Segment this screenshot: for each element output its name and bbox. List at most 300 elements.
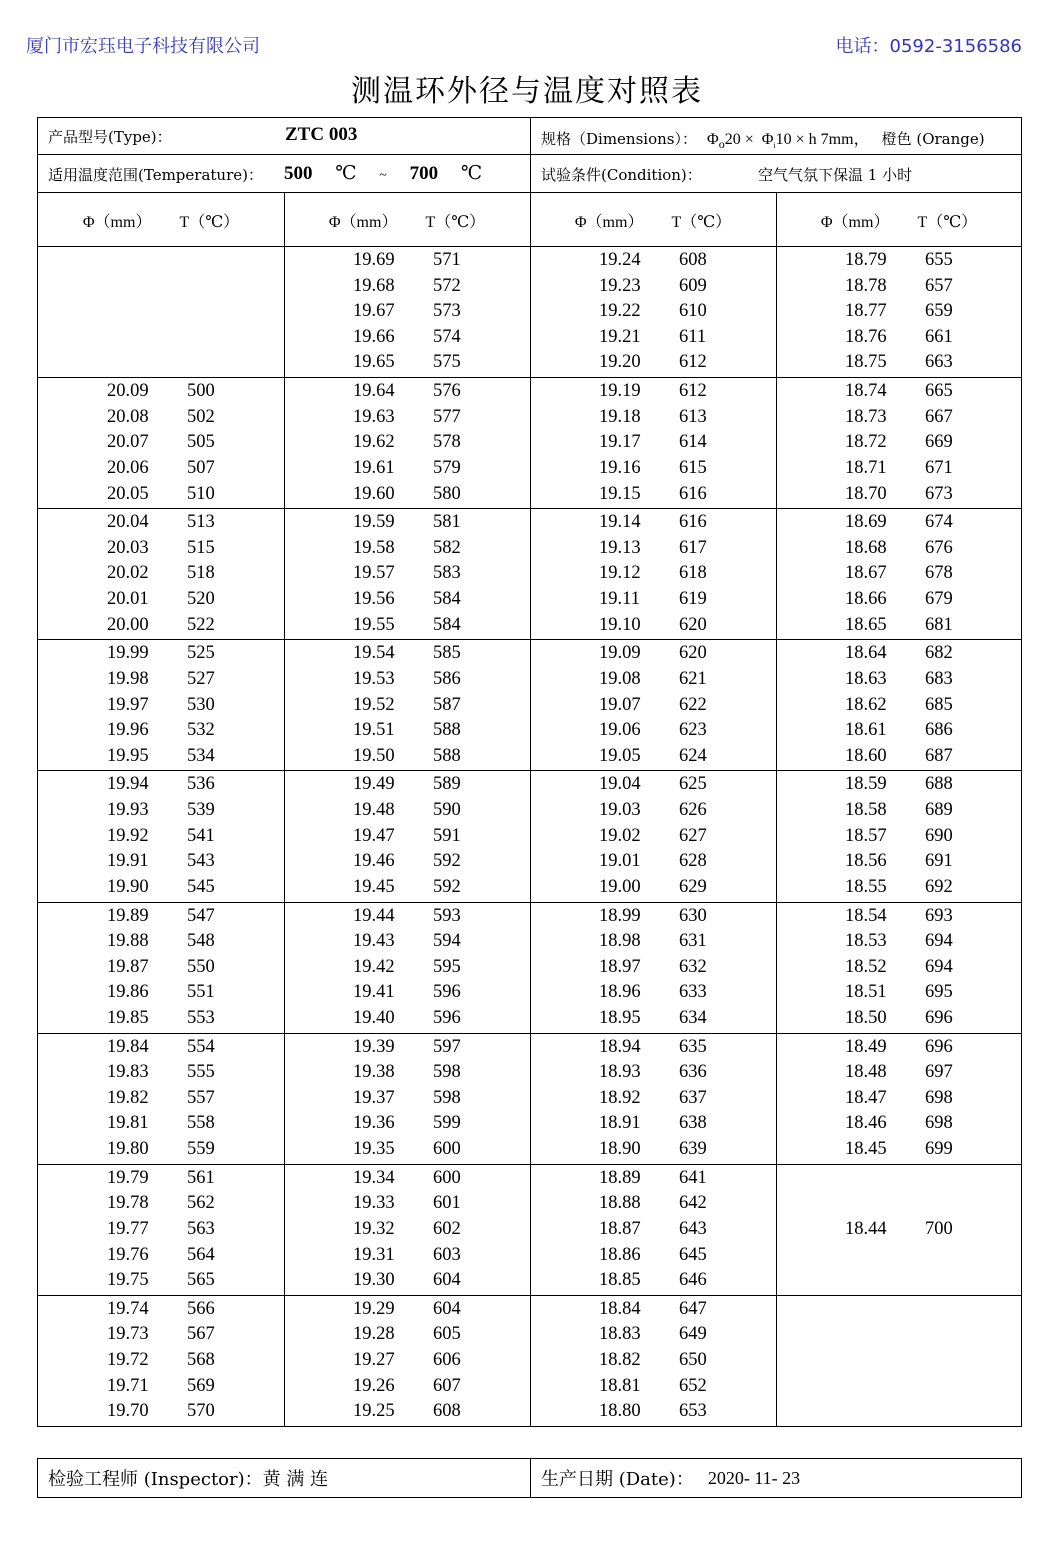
- temperature-value: 582: [433, 537, 461, 558]
- temp-header: T（℃）: [179, 213, 240, 231]
- table-row: [38, 1245, 284, 1271]
- temperature-value: 700: [925, 1218, 953, 1239]
- diameter-value: 19.33: [353, 1193, 395, 1214]
- table-row: [284, 563, 530, 589]
- temp-min: 500: [284, 163, 313, 184]
- temperature-value: 541: [187, 825, 215, 846]
- table-row: [530, 669, 776, 695]
- temperature-value: 598: [433, 1087, 461, 1108]
- diameter-value: 19.49: [353, 774, 395, 795]
- diameter-value: 19.39: [353, 1036, 395, 1057]
- phi-header: Φ（mm）: [328, 213, 398, 231]
- table-row: [38, 957, 284, 983]
- temperature-value: 520: [187, 589, 215, 609]
- diameter-value: 19.24: [599, 250, 641, 270]
- diameter-value: 19.85: [107, 1007, 149, 1028]
- diameter-value: 19.74: [107, 1298, 149, 1319]
- table-row: [776, 563, 1022, 589]
- temperature-value: 655: [925, 250, 953, 270]
- footer-table: [37, 1458, 1022, 1498]
- temperature-value: 698: [925, 1113, 953, 1134]
- diameter-value: 19.01: [599, 851, 641, 872]
- temperature-value: 586: [433, 668, 461, 689]
- temperature-value: 688: [925, 774, 953, 795]
- diameter-value: 19.70: [107, 1401, 149, 1422]
- diameter-value: 18.53: [845, 931, 887, 952]
- diameter-value: 19.54: [353, 643, 395, 664]
- condition-label: 试验条件(Condition)：: [541, 166, 702, 184]
- diameter-value: 19.42: [353, 956, 395, 977]
- temperature-value: 507: [187, 457, 215, 478]
- table-row: [38, 931, 284, 957]
- diameter-value: 19.40: [353, 1007, 395, 1028]
- temperature-value: 500: [187, 381, 215, 402]
- dimensions-label: 规格（Dimensions）：: [541, 130, 697, 148]
- temperature-value: 576: [433, 381, 461, 402]
- table-row: [38, 1299, 284, 1325]
- table-row: [284, 1113, 530, 1139]
- temperature-value: 585: [433, 643, 461, 664]
- temperature-value: 690: [925, 825, 953, 846]
- table-row: [284, 484, 530, 510]
- diameter-value: 19.55: [353, 614, 395, 635]
- diameter-value: 20.08: [107, 406, 149, 427]
- table-row: [284, 906, 530, 932]
- temperature-value: 568: [187, 1350, 215, 1370]
- inspector-name: 黄 满 连: [262, 1469, 329, 1490]
- diameter-value: 19.98: [107, 668, 149, 689]
- diameter-value: 19.29: [353, 1298, 395, 1319]
- table-row: [776, 669, 1022, 695]
- phi-header: Φ（mm）: [82, 213, 152, 231]
- table-row: [38, 1037, 284, 1063]
- temperature-value: 605: [433, 1324, 461, 1345]
- diameter-value: 18.48: [845, 1062, 887, 1083]
- diameter-value: 19.06: [599, 720, 641, 741]
- table-row: [776, 643, 1022, 669]
- table-row: [284, 720, 530, 746]
- temperature-value: 515: [187, 537, 215, 558]
- table-row: [284, 432, 530, 458]
- diameter-value: 19.03: [599, 800, 641, 820]
- table-row: [284, 589, 530, 615]
- table-row: [38, 1270, 284, 1296]
- temperature-value: 676: [925, 537, 953, 558]
- table-row: [530, 643, 776, 669]
- diameter-value: 18.71: [845, 457, 887, 478]
- diameter-value: 19.53: [353, 668, 395, 689]
- table-row: [530, 931, 776, 957]
- diameter-value: 19.12: [599, 563, 641, 584]
- table-row: [776, 720, 1022, 746]
- table-row: [530, 1062, 776, 1088]
- table-row: [530, 432, 776, 458]
- temperature-value: 565: [187, 1270, 215, 1291]
- temperature-value: 602: [433, 1218, 461, 1239]
- diameter-value: 19.48: [353, 800, 395, 820]
- temperature-value: 569: [187, 1375, 215, 1396]
- diameter-value: 19.38: [353, 1062, 395, 1083]
- table-row: [284, 1088, 530, 1114]
- temperature-value: 603: [433, 1244, 461, 1265]
- temperature-value: 699: [925, 1139, 953, 1159]
- temperature-value: 647: [679, 1298, 707, 1319]
- table-row: [776, 276, 1022, 302]
- table-row: [38, 669, 284, 695]
- table-row: [38, 1193, 284, 1219]
- diameter-value: 19.09: [599, 643, 641, 664]
- table-row: [284, 538, 530, 564]
- temperature-value: 682: [925, 643, 953, 664]
- temperature-value: 610: [679, 301, 707, 322]
- table-row: [530, 1245, 776, 1271]
- diameter-value: 18.54: [845, 905, 887, 926]
- temperature-value: 659: [925, 301, 953, 322]
- temperature-value: 612: [679, 352, 707, 373]
- temperature-value: 600: [433, 1139, 461, 1159]
- table-row: [530, 1270, 776, 1296]
- table-row: [776, 589, 1022, 615]
- table-row: [776, 327, 1022, 353]
- temperature-value: 638: [679, 1113, 707, 1134]
- inner-subscript: i: [773, 141, 776, 151]
- temperature-value: 689: [925, 800, 953, 820]
- temperature-value: 696: [925, 1036, 953, 1057]
- diameter-value: 18.81: [599, 1375, 641, 1396]
- table-row: [776, 877, 1022, 903]
- temperature-value: 683: [925, 668, 953, 689]
- temperature-value: 566: [187, 1298, 215, 1319]
- diameter-value: 18.66: [845, 589, 887, 609]
- temperature-value: 545: [187, 876, 215, 897]
- table-row: [776, 1270, 1022, 1296]
- table-row: [284, 957, 530, 983]
- temperature-value: 614: [679, 432, 707, 453]
- temperature-value: 681: [925, 614, 953, 635]
- temperature-value: 555: [187, 1062, 215, 1083]
- diameter-value: 20.07: [107, 432, 149, 453]
- date-value: 2020- 11- 23: [707, 1467, 801, 1488]
- temperature-value: 646: [679, 1270, 707, 1291]
- table-row: [38, 458, 284, 484]
- temperature-value: 639: [679, 1139, 707, 1159]
- table-row: [38, 432, 284, 458]
- temperature-value: 534: [187, 745, 215, 766]
- diameter-value: 19.69: [353, 250, 395, 270]
- temperature-value: 595: [433, 956, 461, 977]
- temperature-value: 561: [187, 1167, 215, 1188]
- temp-separator: ~: [379, 168, 387, 183]
- temperature-value: 678: [925, 563, 953, 584]
- temperature-value: 525: [187, 643, 215, 664]
- temperature-value: 567: [187, 1324, 215, 1345]
- temperature-value: 649: [679, 1324, 707, 1345]
- temperature-value: 653: [679, 1401, 707, 1422]
- temperature-value: 674: [925, 512, 953, 533]
- lookup-table: [37, 117, 1022, 1427]
- temperature-value: 697: [925, 1062, 953, 1083]
- diameter-value: 19.79: [107, 1167, 149, 1188]
- temperature-label: 适用温度范围(Temperature)：: [48, 166, 263, 184]
- temperature-value: 641: [679, 1167, 707, 1188]
- temperature-value: 624: [679, 745, 707, 766]
- inspector-label: 检验工程师 (Inspector)：: [48, 1469, 263, 1490]
- column-header-3: [530, 193, 776, 247]
- diameter-value: 18.67: [845, 563, 887, 584]
- table-row: [284, 1193, 530, 1219]
- diameter-value: 18.84: [599, 1298, 641, 1319]
- diameter-value: 18.44: [845, 1218, 887, 1239]
- temperature-value: 583: [433, 563, 461, 584]
- temperature-value: 581: [433, 512, 461, 533]
- temperature-value: 502: [187, 406, 215, 427]
- diameter-value: 19.20: [599, 352, 641, 373]
- table-row: [38, 982, 284, 1008]
- table-row: [284, 669, 530, 695]
- diameter-value: 18.64: [845, 643, 887, 664]
- table-row: [776, 800, 1022, 826]
- diameter-value: 19.68: [353, 275, 395, 296]
- diameter-value: 19.62: [353, 432, 395, 453]
- temperature-value: 669: [925, 432, 953, 453]
- temperature-value: 559: [187, 1139, 215, 1159]
- condition-value: 空气气氛下保温 1 小时: [758, 166, 913, 184]
- temperature-value: 584: [433, 614, 461, 635]
- temperature-value: 596: [433, 1007, 461, 1028]
- table-row: [776, 1062, 1022, 1088]
- table-row: [284, 1008, 530, 1034]
- temperature-value: 575: [433, 352, 461, 373]
- diameter-value: 19.05: [599, 745, 641, 766]
- table-row: [284, 931, 530, 957]
- condition-field: [541, 164, 702, 185]
- diameter-value: 19.65: [353, 352, 395, 373]
- table-row: [38, 484, 284, 510]
- diameter-value: 18.90: [599, 1139, 641, 1159]
- temperature-value: 557: [187, 1087, 215, 1108]
- temperature-value: 642: [679, 1193, 707, 1214]
- inspector-field: [48, 1459, 328, 1497]
- diameter-value: 19.44: [353, 905, 395, 926]
- diameter-value: 19.07: [599, 694, 641, 715]
- table-row: [38, 1062, 284, 1088]
- temperature-value: 637: [679, 1087, 707, 1108]
- temperature-value: 539: [187, 800, 215, 820]
- phi-inner-symbol: Φ: [761, 131, 774, 148]
- table-row: [776, 458, 1022, 484]
- temperature-value: 643: [679, 1218, 707, 1239]
- table-row: [284, 327, 530, 353]
- diameter-value: 19.96: [107, 720, 149, 741]
- diameter-value: 19.15: [599, 483, 641, 504]
- temperature-value: 536: [187, 774, 215, 795]
- diameter-value: 19.35: [353, 1139, 395, 1159]
- table-row: [38, 1088, 284, 1114]
- temperature-field: [48, 164, 263, 185]
- table-row: [38, 695, 284, 721]
- diameter-value: 19.99: [107, 643, 149, 664]
- table-row: [38, 774, 284, 800]
- diameter-value: 18.82: [599, 1350, 641, 1370]
- temperature-value: 618: [679, 563, 707, 584]
- temperature-value: 626: [679, 800, 707, 820]
- table-row: [38, 1350, 284, 1376]
- temperature-value: 591: [433, 825, 461, 846]
- diameter-value: 19.58: [353, 537, 395, 558]
- table-row: [530, 1088, 776, 1114]
- temperature-value: 693: [925, 905, 953, 926]
- temperature-value: 573: [433, 301, 461, 322]
- diameter-value: 18.75: [845, 352, 887, 373]
- table-row: [530, 458, 776, 484]
- temperature-value: 663: [925, 352, 953, 373]
- table-row: [284, 407, 530, 433]
- temp-header: T（℃）: [425, 213, 486, 231]
- diameter-value: 19.45: [353, 876, 395, 897]
- diameter-value: 19.16: [599, 457, 641, 478]
- table-row: [776, 982, 1022, 1008]
- table-row: [530, 982, 776, 1008]
- diameter-value: 19.56: [353, 589, 395, 609]
- table-row: [776, 931, 1022, 957]
- diameter-value: 18.95: [599, 1007, 641, 1028]
- diameter-value: 19.97: [107, 694, 149, 715]
- temperature-value: 588: [433, 745, 461, 766]
- diameter-value: 18.80: [599, 1401, 641, 1422]
- temperature-value: 631: [679, 931, 707, 952]
- diameter-value: 19.81: [107, 1113, 149, 1134]
- diameter-value: 19.72: [107, 1350, 149, 1370]
- table-row: [776, 851, 1022, 877]
- diameter-value: 19.34: [353, 1167, 395, 1188]
- table-row: [530, 538, 776, 564]
- diameter-value: 18.78: [845, 275, 887, 296]
- temperature-value: 622: [679, 694, 707, 715]
- temperature-value: 604: [433, 1298, 461, 1319]
- temperature-value: 616: [679, 512, 707, 533]
- temperature-value: 615: [679, 457, 707, 478]
- diameter-value: 19.71: [107, 1375, 149, 1396]
- table-row: [530, 512, 776, 538]
- diameter-value: 18.72: [845, 432, 887, 453]
- table-row: [284, 615, 530, 641]
- phi-header: Φ（mm）: [820, 213, 890, 231]
- diameter-value: 19.14: [599, 512, 641, 533]
- column-header-1: [38, 193, 284, 247]
- diameter-value: 19.94: [107, 774, 149, 795]
- diameter-value: 18.49: [845, 1036, 887, 1057]
- table-row: [38, 1113, 284, 1139]
- diameter-value: 19.23: [599, 275, 641, 296]
- diameter-value: 19.78: [107, 1193, 149, 1214]
- temperature-value: 608: [679, 250, 707, 270]
- diameter-value: 19.91: [107, 851, 149, 872]
- diameter-value: 19.28: [353, 1324, 395, 1345]
- temperature-value: 571: [433, 250, 461, 270]
- temperature-value: 628: [679, 851, 707, 872]
- table-row: [284, 1037, 530, 1063]
- diameter-value: 19.86: [107, 982, 149, 1003]
- table-row: [776, 774, 1022, 800]
- temperature-value: 685: [925, 694, 953, 715]
- temperature-value: 588: [433, 720, 461, 741]
- diameter-value: 18.77: [845, 301, 887, 322]
- table-row: [38, 407, 284, 433]
- diameter-value: 19.75: [107, 1270, 149, 1291]
- temperature-value: 558: [187, 1113, 215, 1134]
- diameter-value: 18.91: [599, 1113, 641, 1134]
- temperature-value: 698: [925, 1087, 953, 1108]
- temperature-value: 577: [433, 406, 461, 427]
- table-row: [38, 1008, 284, 1034]
- temperature-value: 578: [433, 432, 461, 453]
- temperature-value: 667: [925, 406, 953, 427]
- temperature-value: 661: [925, 326, 953, 347]
- table-row: [776, 250, 1022, 276]
- temperature-value: 592: [433, 851, 461, 872]
- diameter-value: 18.89: [599, 1167, 641, 1188]
- diameter-value: 19.52: [353, 694, 395, 715]
- temperature-value: 623: [679, 720, 707, 741]
- temperature-value: 694: [925, 931, 953, 952]
- diameter-value: 19.02: [599, 825, 641, 846]
- diameter-value: 19.37: [353, 1087, 395, 1108]
- table-row: [284, 746, 530, 772]
- table-row: [38, 906, 284, 932]
- diameter-value: 19.46: [353, 851, 395, 872]
- table-row: [284, 1376, 530, 1402]
- temperature-value: 665: [925, 381, 953, 402]
- diameter-value: 18.98: [599, 931, 641, 952]
- table-row: [38, 1324, 284, 1350]
- temperature-value: 594: [433, 931, 461, 952]
- temperature-value: 609: [679, 275, 707, 296]
- table-row: [776, 381, 1022, 407]
- table-row: [284, 695, 530, 721]
- temperature-value: 580: [433, 483, 461, 504]
- table-row: [530, 695, 776, 721]
- table-row: [38, 538, 284, 564]
- diameter-value: 19.32: [353, 1218, 395, 1239]
- temperature-value: 613: [679, 406, 707, 427]
- diameter-value: 19.51: [353, 720, 395, 741]
- diameter-value: 19.19: [599, 381, 641, 402]
- date-label: 生产日期 (Date)：: [541, 1469, 694, 1490]
- table-row: [38, 1139, 284, 1165]
- diameter-value: 19.57: [353, 563, 395, 584]
- temperature-value: 598: [433, 1062, 461, 1083]
- temperature-value: 620: [679, 614, 707, 635]
- table-row: [776, 1139, 1022, 1165]
- type-label: 产品型号(Type)：: [48, 128, 172, 146]
- diameter-value: 18.55: [845, 876, 887, 897]
- table-row: [776, 695, 1022, 721]
- diameter-value: 18.73: [845, 406, 887, 427]
- diameter-value: 18.83: [599, 1324, 641, 1345]
- diameter-value: 19.63: [353, 406, 395, 427]
- temperature-value: 572: [433, 275, 461, 296]
- diameter-value: 19.25: [353, 1401, 395, 1422]
- table-row: [530, 1376, 776, 1402]
- diameter-value: 19.82: [107, 1087, 149, 1108]
- diameter-value: 19.89: [107, 905, 149, 926]
- temp-header: T（℃）: [917, 213, 978, 231]
- table-row: [38, 1376, 284, 1402]
- diameter-value: 19.04: [599, 774, 641, 795]
- diameter-value: 19.43: [353, 931, 395, 952]
- diameter-value: 18.47: [845, 1087, 887, 1108]
- table-row: [530, 276, 776, 302]
